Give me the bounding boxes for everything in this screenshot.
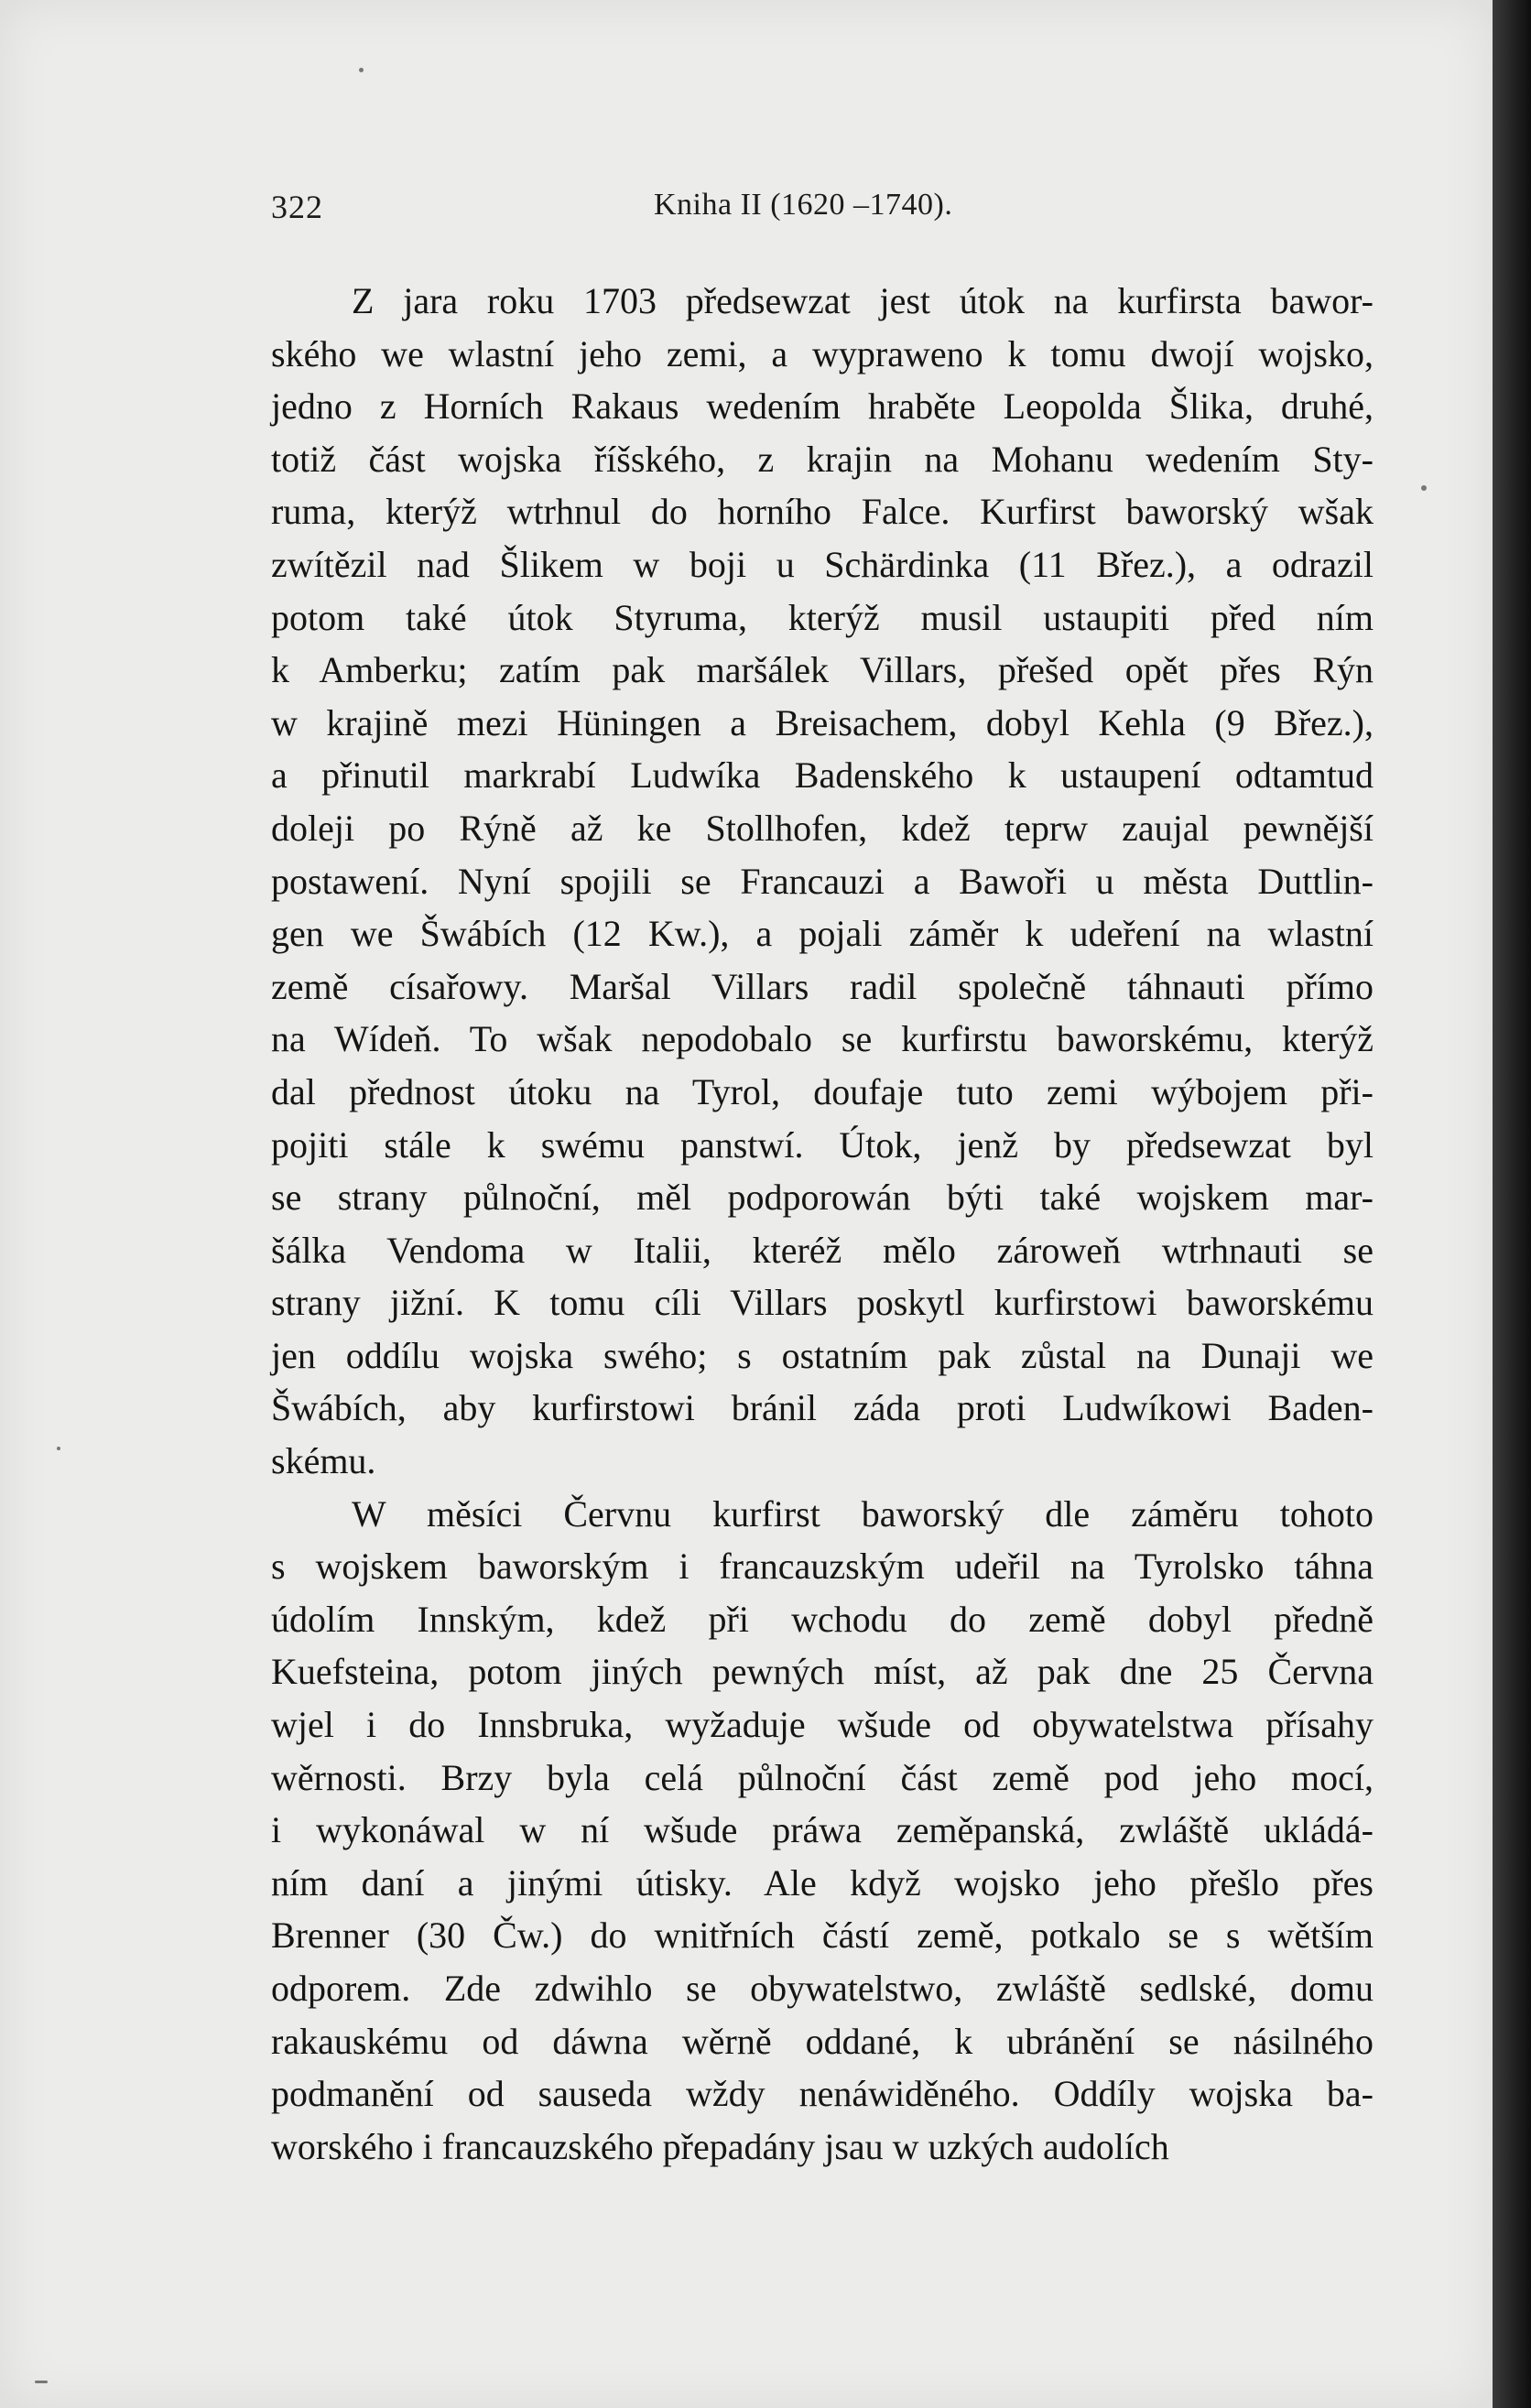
text-line: zwítězil nad Šlikem w boji u Schärdinka (11 Břez.), a odrazil [271, 543, 1374, 585]
paragraph-first-line: W měsíci Červnu kurfirst baworský dle záměru tohoto [352, 1492, 1374, 1535]
text-line: Brenner (30 Čw.) do wnitřních částí země, potkalo se s wětším [271, 1914, 1374, 1957]
text-line: ruma, kterýž wtrhnul do horního Falce. Kurfirst baworský wšak [271, 491, 1374, 533]
paragraph-first-line: Z jara roku 1703 předsewzat jest útok na kurfirsta bawor- [352, 280, 1374, 321]
text-line: a přinutil markrabí Ludwíka Badenského k ustaupení odtamtud [271, 754, 1374, 797]
text-line: ského we wlastní jeho zemi, a wypraweno k tomu dwojí wojsko, [271, 332, 1374, 374]
text-line: skému. [271, 1440, 376, 1482]
text-line: wěrnosti. Brzy byla celá půlnoční část země pod jeho mocí, [271, 1756, 1374, 1798]
text-line: Šwábích, aby kurfirstowi bránil záda proti Ludwíkowi Baden- [271, 1387, 1374, 1429]
text-line: strany jižní. K tomu cíli Villars poskytl kurfirstowi baworskému [271, 1282, 1374, 1324]
page-header [271, 188, 1374, 233]
paper-speck [35, 2381, 48, 2383]
text-line: postawení. Nyní spojili se Francauzi a Bawoři u města Duttlin- [271, 860, 1374, 902]
text-line: ním daní a jinými útisky. Ale když wojsko jeho přešlo přes [271, 1861, 1374, 1904]
text-line: s wojskem baworským i francauzským udeřil na Tyrolsko táhna [271, 1546, 1374, 1588]
scan-edge [1493, 0, 1531, 2408]
text-line: pojiti stále k swému panstwí. Útok, jenž by předsewzat byl [271, 1123, 1374, 1166]
text-line: podmanění od sauseda wždy nenáwiděného. Oddíly wojska ba- [271, 2073, 1374, 2115]
body-text [271, 275, 1374, 2173]
text-line: odporem. Zde zdwihlo se obywatelstwo, zwláště sedlské, domu [271, 1968, 1374, 2009]
text-line: se strany půlnoční, měl podporowán býti také wojskem mar- [271, 1177, 1374, 1219]
text-line: wjel i do Innsbruka, wyžaduje wšude od obywatelstwa přísahy [271, 1704, 1374, 1746]
text-line: na Wídeň. To wšak nepodobalo se kurfirstu baworskému, kterýž [271, 1018, 1374, 1060]
running-title: Kniha II (1620 –1740). [654, 188, 953, 222]
paper-speck [359, 68, 364, 72]
text-line: údolím Innským, kdež při wchodu do země dobyl předně [271, 1598, 1374, 1640]
text-line: w krajině mezi Hüningen a Breisachem, dobyl Kehla (9 Břez.), [271, 701, 1374, 743]
text-line: dal přednost útoku na Tyrol, doufaje tuto zemi wýbojem při- [271, 1070, 1374, 1112]
page-number: 322 [271, 189, 323, 225]
text-line: k Amberku; zatím pak maršálek Villars, přešed opět přes Rýn [271, 649, 1374, 691]
text-line: worského i francauzského přepadány jsau w uzkých audolích [271, 2125, 1169, 2167]
text-line: jedno z Horních Rakaus wedením hraběte Leopolda Šlika, druhé, [271, 385, 1374, 428]
paper-speck [57, 1447, 60, 1450]
text-line: šálka Vendoma w Italii, kteréž mělo zároweň wtrhnauti se [271, 1229, 1374, 1271]
text-line: gen we Šwábích (12 Kw.), a pojali záměr k udeření na wlastní [271, 913, 1374, 955]
paper-speck [1421, 485, 1427, 491]
text-line: Kuefsteina, potom jiných pewných míst, až pak dne 25 Června [271, 1651, 1374, 1693]
text-line: i wykonáwal w ní wšude práwa zeměpanská, zwláště ukládá- [271, 1809, 1374, 1851]
text-line: totiž část wojska říšského, z krajin na Mohanu wedením Sty- [271, 438, 1374, 480]
text-line: jen oddílu wojska swého; s ostatním pak zůstal na Dunaji we [271, 1334, 1374, 1376]
text-line: rakauskému od dáwna wěrně oddané, k ubránění se násilného [271, 2020, 1374, 2062]
text-line: potom také útok Styruma, kterýž musil ustaupiti před ním [271, 596, 1374, 638]
text-line: doleji po Rýně až ke Stollhofen, kdež teprw zaujal pewnější [271, 807, 1374, 849]
text-line: země císařowy. Maršal Villars radil společně táhnauti přímo [271, 965, 1374, 1007]
